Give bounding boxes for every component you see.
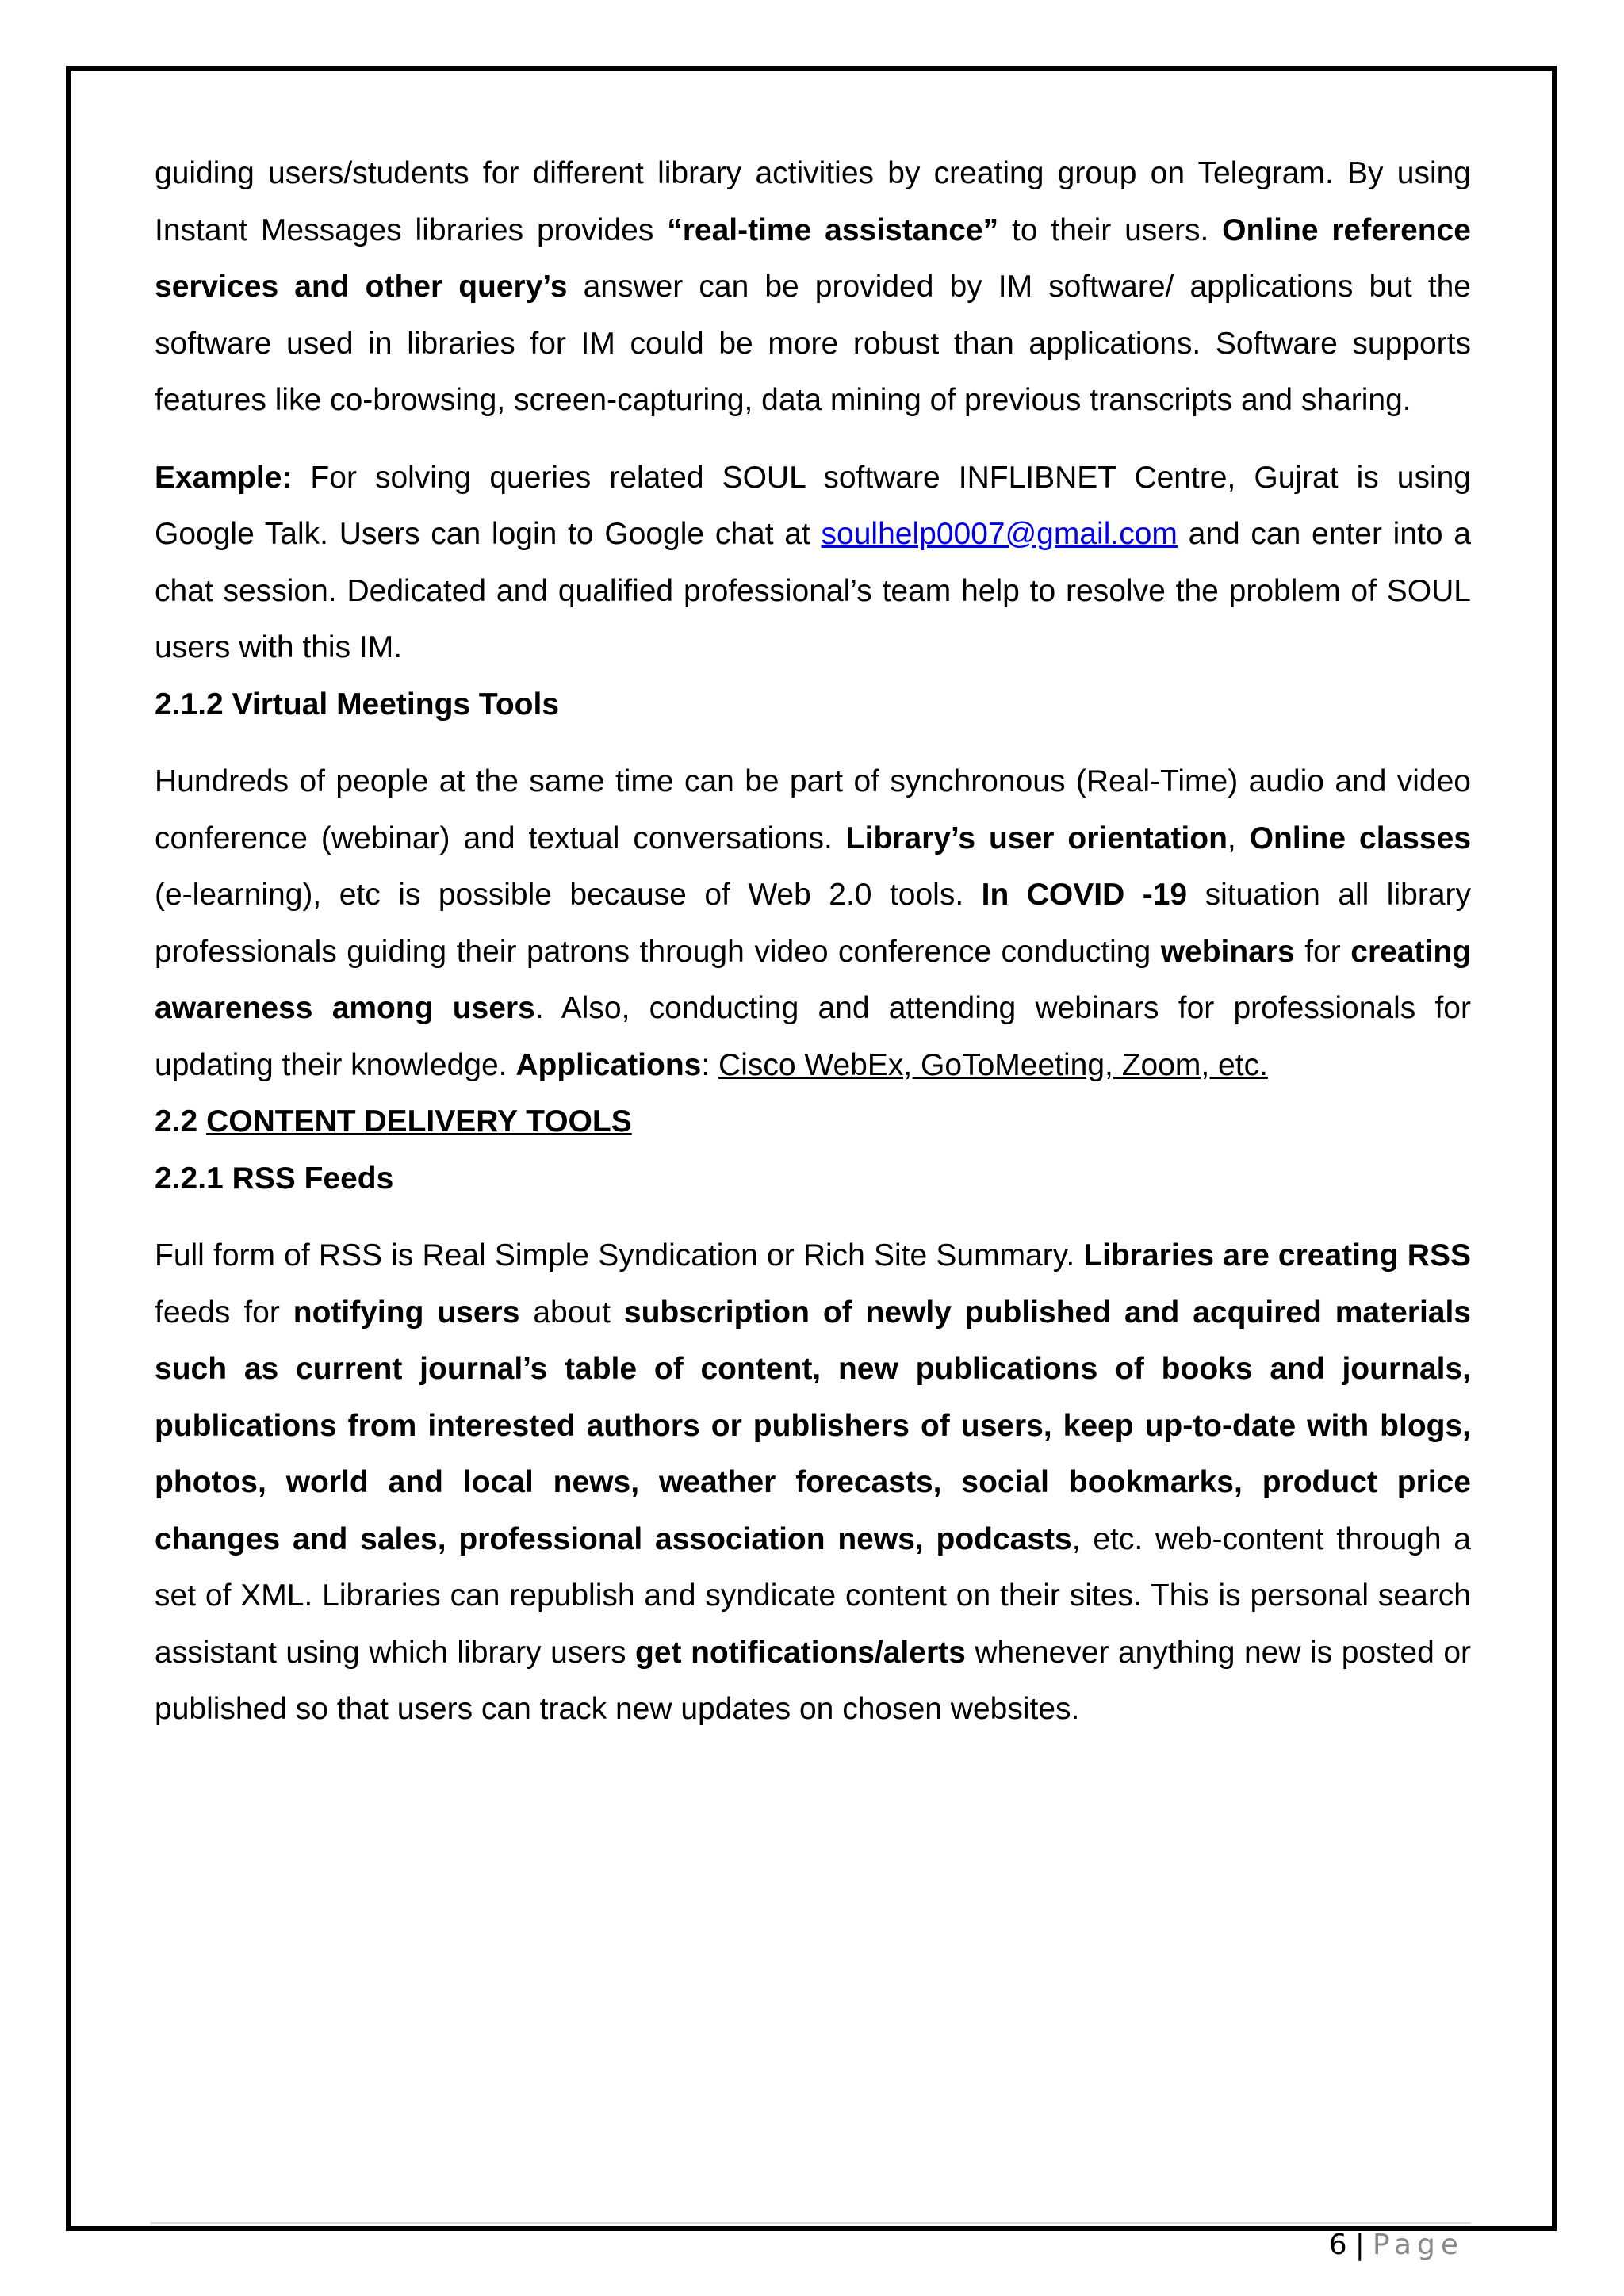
bold-text: get notifications/alerts xyxy=(635,1635,966,1670)
text: (e-learning), etc is possible because of Web 2.0 tools. xyxy=(155,878,982,912)
page-footer xyxy=(1329,2228,1464,2263)
example-label: Example: xyxy=(155,460,293,495)
paragraph-virtual-meetings xyxy=(155,753,1471,1093)
page-content xyxy=(155,145,1471,1738)
text: : xyxy=(701,1047,719,1082)
text: For solving queries related SOUL software INFLIBNET Centre, Gujrat is using Google Talk. Users can login to Google chat at xyxy=(155,460,1471,551)
bold-text: Applications xyxy=(515,1047,702,1082)
text: answer can be provided by IM software/ applications but the software used in libraries for IM could be more robust than applications. Software supports features like co-browsing, screen-capturing, data mining of previous transcripts and sharing. xyxy=(155,270,1471,417)
page-number: 6 xyxy=(1328,2229,1347,2261)
footer-separator: | xyxy=(1354,2229,1365,2261)
bold-text: Library’s user orientation xyxy=(845,821,1228,855)
section-heading-rss-feeds: 2.2.1 RSS Feeds xyxy=(155,1161,394,1196)
text: and can enter into a chat session. Dedicated and qualified professional’s team help to resolve the problem of SOUL users with this IM. xyxy=(155,517,1471,664)
text: guiding users/students for different library activities by creating group on Telegram. By using Instant Messages libraries provides xyxy=(155,156,1471,247)
bold-text: creating awareness among users xyxy=(155,934,1472,1025)
bold-text: notifying users xyxy=(293,1295,520,1330)
paragraph-rss xyxy=(155,1227,1471,1738)
email-link[interactable]: soulhelp0007@gmail.com xyxy=(821,517,1178,551)
section-heading-content-delivery xyxy=(155,1093,1471,1150)
text: . Also, conducting and attending webinars for professionals for updating their knowledge. xyxy=(155,991,1471,1082)
bold-text: Libraries are creating RSS xyxy=(1083,1238,1471,1272)
bold-text: Online reference services and other query’s xyxy=(155,212,1471,304)
text: situation all library professionals guiding their patrons through video conference conducting xyxy=(155,878,1471,969)
paragraph-example xyxy=(155,450,1471,676)
underlined-applications: Cisco WebEx, GoToMeeting, Zoom, etc. xyxy=(718,1047,1268,1082)
page-label: Page xyxy=(1372,2229,1464,2261)
paragraph-instant-messages xyxy=(155,145,1471,429)
text: , xyxy=(1227,821,1250,855)
bold-text: webinars xyxy=(1160,934,1295,969)
section-heading-virtual-meetings: 2.1.2 Virtual Meetings Tools xyxy=(155,687,560,721)
section-number: 2.2 xyxy=(155,1104,207,1138)
text: for xyxy=(1294,934,1351,969)
bold-text: “real-time assistance” xyxy=(667,212,999,247)
text: etc. web-content through a set of XML. Libraries can republish and syndicate content on their sites. This is personal search assistant using which library users xyxy=(155,1521,1471,1670)
text: Hundreds of people at the same time can be part of synchronous (Real-Time) audio and video conference (webinar) and textual conversations. xyxy=(155,764,1471,855)
text: whenever anything new is posted or published so that users can track new updates on chosen websites. xyxy=(155,1635,1472,1726)
bold-text: In COVID -19 xyxy=(981,878,1188,912)
text: Full form of RSS is Real Simple Syndication or Rich Site Summary. xyxy=(155,1238,1084,1272)
footer-divider xyxy=(151,2222,1471,2224)
text: to their users. xyxy=(998,212,1223,247)
section-title: CONTENT DELIVERY TOOLS xyxy=(206,1104,632,1138)
bold-text: Online classes xyxy=(1249,821,1472,855)
underlined-comma: , xyxy=(1071,1521,1081,1556)
text: feeds for xyxy=(155,1295,293,1330)
bold-text: subscription of newly published and acquired materials such as current journal’s table of content, new publications of books and journals, publications from interested authors or publishers of users, keep up-to-date with blogs, photos, world and local news, weather forecasts, social bookmarks, product price changes and sales, professional association news, podcasts xyxy=(155,1295,1471,1556)
text: about xyxy=(519,1295,624,1330)
